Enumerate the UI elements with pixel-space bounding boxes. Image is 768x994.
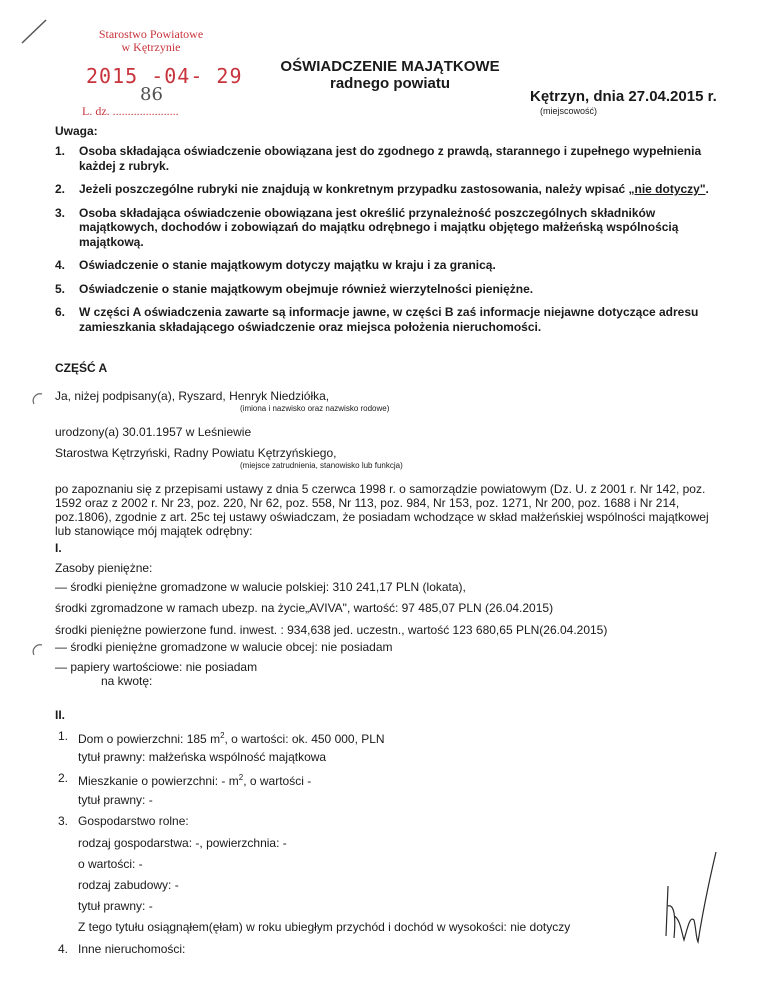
birth-line: urodzony(a) 30.01.1957 w Leśniewie [55,425,252,439]
legal-statement: po zapoznaniu się z przepisami ustawy z dnia 5 czerwca 1998 r. o samorządzie powiatowym (Dz. U. z 2001 r. Nr 142, poz. 1592 oraz z 2002 r. Nr 23, poz. 220, Nr 62, poz. 558, Nr 113, poz. 984, Nr 153, poz. 1271, Nr 200, poz. 1688 i Nr 214, poz.1806), zgodnie z art. 25c tej ustawy oświadczam, że posiadam wchodzące w skład małżeńskiej wspólności majątkowej lub stanowiące mój majątek odrębny: [55,482,709,538]
handwritten-number: 86 [140,84,163,105]
farm-buildings: rodzaj zabudowy: - [78,878,179,892]
stamp-register-number: L. dz. ...................... [82,104,179,118]
notes-list [55,144,723,343]
place-hint: (miejscowość) [540,106,598,116]
amount-line: na kwotę: [101,674,153,688]
stamp-office-name: Starostwo Powiatowe [98,27,204,41]
stamp-date: 2015 -04- 29 [86,64,243,88]
cash-pln-line: — środki pieniężne gromadzone w walucie polskiej: 310 241,17 PLN (lokata), [55,580,466,594]
note-emphasis: „nie dotyczy" [628,182,706,196]
farm-heading: Gospodarstwo rolne: [78,814,189,828]
hole-punch-mark [30,643,44,657]
farm-type: rodzaj gospodarstwa: -, powierzchnia: - [78,836,287,850]
note-number: 6. [55,305,66,319]
other-property-number: 4. [58,942,69,956]
flat-line [78,771,311,788]
section-one-number: I. [55,541,62,555]
note-text: Osoba składająca oświadczenie obowiązana jest do zgodnego z prawdą, starannego i zupełnego wypełnienia każdej z rubryk. [79,144,702,173]
office-stamp [86,28,216,54]
section-one-heading: Zasoby pieniężne: [55,561,153,575]
notes-label: Uwaga: [55,124,98,138]
flat-title: tytuł prawny: - [78,793,153,807]
note-text-end: . [705,182,709,196]
farm-number: 3. [58,814,69,828]
note-item [55,258,723,273]
foreign-currency-line: — środki pieniężne gromadzone w walucie obcej: nie posiadam [55,640,393,654]
insurance-line: środki zgromadzone w ramach ubezp. na życie„AVIVA", wartość: 97 485,07 PLN (26.04.2015) [55,601,554,615]
fund-line: środki pieniężne powierzone fund. inwest. : 934,638 jed. uczestn., wartość 123 680,65 PLN(26.04.2015) [55,623,608,637]
note-text: W części A oświadczenia zawarte są informacje jawne, w części B zaś informacje niejawne dotyczące adresu zamieszkania składającego oświadczenie oraz miejsca położenia nieruchomości. [79,305,699,334]
house-value: , o wartości: ok. 450 000, PLN [224,732,385,746]
handwritten-signature [660,846,720,946]
part-a-heading: CZĘŚĆ A [55,361,108,375]
note-text: Oświadczenie o stanie majątkowym dotyczy majątku w kraju i za granicą. [79,258,496,272]
flat-area: Mieszkanie o powierzchni: - m [78,774,239,788]
signer-hint: (imiona i nazwisko oraz nazwisko rodowe) [240,404,390,413]
farm-income: Z tego tytułu osiągnąłem(ęłam) w roku ubiegłym przychód i dochód w wysokości: nie dotyczy [78,920,571,934]
note-item [55,282,723,297]
note-text: Osoba składająca oświadczenie obowiązana jest określić przynależność poszczególnych składników majątkowych, dochodów i zobowiązań do majątku odrębnego i majątku objętego małżeńską wspólnością majątkową. [79,205,679,249]
flat-number: 2. [58,771,69,785]
note-text: Oświadczenie o stanie majątkowym obejmuje również wierzytelności pieniężne. [79,281,534,296]
document-title [180,58,600,92]
note-number: 1. [55,144,66,158]
signer-line: Ja, niżej podpisany(a), Ryszard, Henryk Niedziółka, [55,389,330,403]
other-property-heading: Inne nieruchomości: [78,942,186,956]
note-number: 5. [55,281,66,296]
securities-line: — papiery wartościowe: nie posiadam [55,660,258,674]
note-item [55,144,723,173]
pen-stroke-mark [20,16,50,46]
house-line [78,729,385,746]
house-title: tytuł prawny: małżeńska wspólność majątkowa [78,750,327,764]
note-item [55,305,723,334]
hole-punch-mark [30,392,44,406]
farm-value: o wartości: - [78,857,143,871]
section-two-number: II. [55,708,66,722]
note-number: 4. [55,258,66,272]
note-item [55,206,723,250]
title-sub: radnego powiatu [330,75,450,92]
note-number: 3. [55,205,66,220]
house-area: Dom o powierzchni: 185 m [78,732,221,746]
flat-area-unit-exp: 2 [238,773,244,782]
place-and-date: Kętrzyn, dnia 27.04.2015 r. [530,88,717,105]
farm-title: tytuł prawny: - [78,899,153,913]
house-area-unit-exp: 2 [220,731,225,740]
stamp-office-city: w Kętrzynie [121,40,181,54]
note-number: 2. [55,182,66,196]
note-item [55,182,723,197]
house-number: 1. [58,729,69,743]
employer-hint: (miejsce zatrudnienia, stanowisko lub funkcja) [240,461,403,470]
title-main: OŚWIADCZENIE MAJĄTKOWE [280,58,500,75]
note-text: Jeżeli poszczególne rubryki nie znajdują w konkretnym przypadku zastosowania, należy wpisać [79,182,629,196]
employer-line: Starostwa Kętrzyński, Radny Powiatu Kętrzyńskiego, [55,446,337,460]
flat-value: , o wartości - [243,774,312,788]
